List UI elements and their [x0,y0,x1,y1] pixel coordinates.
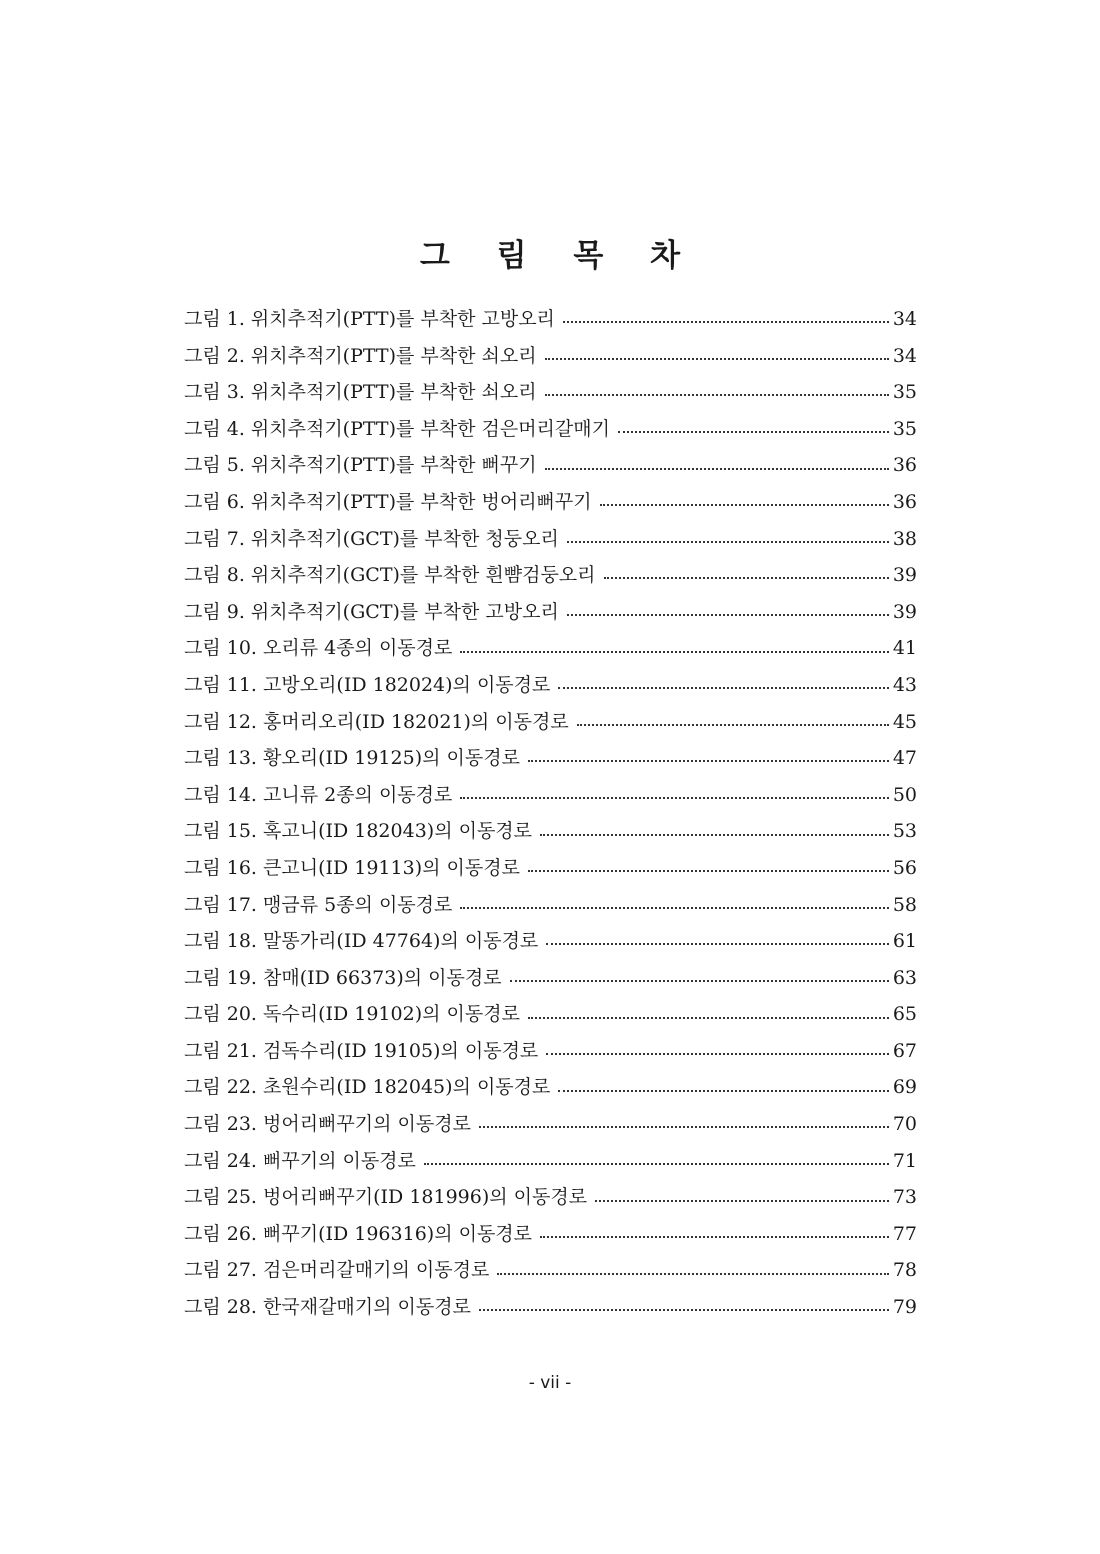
toc-entry[interactable] [184,521,917,558]
toc-entry[interactable] [184,411,917,448]
toc-entry-page: 47 [892,747,917,770]
toc-entry[interactable] [184,960,917,997]
toc-entry-label: 그림 22. 초원수리(ID 182045)의 이동경로 [184,1076,551,1099]
toc-entry[interactable] [184,1252,917,1289]
dot-leader [595,1200,889,1202]
toc-entry-page: 73 [892,1186,917,1209]
toc-entry-page: 36 [892,490,917,513]
dot-leader [558,1090,888,1092]
dot-leader [558,687,888,689]
dot-leader [510,980,889,982]
dot-leader [528,760,889,762]
toc-entry-label: 그림 25. 벙어리뻐꾸기(ID 181996)의 이동경로 [184,1186,588,1209]
dot-leader [600,504,889,506]
toc-entry-label: 그림 20. 독수리(ID 19102)의 이동경로 [184,1003,520,1026]
toc-entry-page: 41 [892,637,917,660]
dot-leader [563,321,889,323]
dot-leader [567,614,889,616]
dot-leader [528,870,889,872]
toc-entry-label: 그림 27. 검은머리갈매기의 이동경로 [184,1259,490,1282]
toc-entry-label: 그림 5. 위치추적기(PTT)를 부착한 뻐꾸기 [184,454,537,477]
toc-entry-label: 그림 9. 위치추적기(GCT)를 부착한 고방오리 [184,600,559,623]
toc-entry-label: 그림 7. 위치추적기(GCT)를 부착한 청둥오리 [184,527,559,550]
toc-entry[interactable] [184,887,917,924]
dot-leader [424,1163,889,1165]
toc-entry[interactable] [184,557,917,594]
toc-entry-page: 58 [892,893,917,916]
toc-entry[interactable] [184,374,917,411]
toc-entry[interactable] [184,301,917,338]
toc-entry[interactable] [184,1216,917,1253]
toc-entry-page: 34 [892,308,917,330]
dot-leader [577,724,889,726]
toc-entry-label: 그림 21. 검독수리(ID 19105)의 이동경로 [184,1039,539,1062]
toc-entry[interactable] [184,338,917,375]
toc-entry[interactable] [184,813,917,850]
page-number: - vii - [528,1373,572,1393]
toc-entry[interactable] [184,996,917,1033]
toc-entry-page: 53 [892,820,917,843]
dot-leader [528,1017,889,1019]
toc-entry[interactable] [184,1069,917,1106]
toc-entry-page: 39 [892,564,917,587]
dot-leader [545,468,889,470]
toc-entry-label: 그림 12. 홍머리오리(ID 182021)의 이동경로 [184,710,569,733]
dot-leader [497,1273,889,1275]
toc-entry[interactable] [184,704,917,741]
toc-entry-page: 45 [892,710,917,733]
toc-entry-label: 그림 13. 황오리(ID 19125)의 이동경로 [184,747,520,770]
toc-entry-page: 78 [892,1259,917,1282]
toc-entry[interactable] [184,1143,917,1180]
toc-entry-label: 그림 1. 위치추적기(PTT)를 부착한 고방오리 [184,308,555,330]
dot-leader [540,1236,889,1238]
toc-entry-label: 그림 3. 위치추적기(PTT)를 부착한 쇠오리 [184,381,537,404]
dot-leader [604,577,889,579]
toc-entry-label: 그림 4. 위치추적기(PTT)를 부착한 검은머리갈매기 [184,417,610,440]
toc-entry-page: 35 [892,417,917,440]
toc-entry-page: 77 [892,1222,917,1245]
toc-entry-label: 그림 23. 벙어리뻐꾸기의 이동경로 [184,1113,471,1136]
dot-leader [479,1126,889,1128]
toc-entry-label: 그림 17. 맹금류 5종의 이동경로 [184,893,453,916]
toc-entry-page: 38 [892,527,917,550]
toc-entry-label: 그림 24. 뻐꾸기의 이동경로 [184,1149,416,1172]
toc-entry-page: 70 [892,1113,917,1136]
toc-entry-label: 그림 28. 한국재갈매기의 이동경로 [184,1296,471,1319]
toc-entry-label: 그림 14. 고니류 2종의 이동경로 [184,783,453,806]
toc-entry-label: 그림 2. 위치추적기(PTT)를 부착한 쇠오리 [184,344,537,367]
toc-entry-page: 36 [892,454,917,477]
toc-entry-label: 그림 26. 뻐꾸기(ID 196316)의 이동경로 [184,1222,533,1245]
toc-entry-page: 61 [892,930,917,953]
toc-entry-label: 그림 6. 위치추적기(PTT)를 부착한 벙어리뻐꾸기 [184,490,592,513]
dot-leader [567,541,889,543]
dot-leader [618,431,889,433]
toc-entry[interactable] [184,630,917,667]
toc-entry[interactable] [184,740,917,777]
toc-entry[interactable] [184,594,917,631]
toc-entry[interactable] [184,850,917,887]
toc-entry[interactable] [184,1179,917,1216]
toc-entry-page: 50 [892,783,917,806]
dot-leader [545,358,889,360]
toc-entry-label: 그림 11. 고방오리(ID 182024)의 이동경로 [184,673,551,696]
toc-entry-page: 56 [892,856,917,879]
toc-entry[interactable] [184,447,917,484]
toc-entry[interactable] [184,1106,917,1143]
toc-entry[interactable] [184,923,917,960]
toc-entry[interactable] [184,667,917,704]
toc-entry[interactable] [184,484,917,521]
toc-entry-page: 65 [892,1003,917,1026]
toc-entry-label: 그림 8. 위치추적기(GCT)를 부착한 흰뺨검둥오리 [184,564,596,587]
toc-entry-label: 그림 16. 큰고니(ID 19113)의 이동경로 [184,856,520,879]
toc-entry-page: 34 [892,344,917,367]
toc-entry[interactable] [184,1289,917,1326]
dot-leader [546,1053,889,1055]
toc-entry-label: 그림 10. 오리류 4종의 이동경로 [184,637,453,660]
dot-leader [460,907,888,909]
dot-leader [546,943,889,945]
toc-entry-page: 63 [892,966,917,989]
toc-entry-label: 그림 18. 말똥가리(ID 47764)의 이동경로 [184,930,539,953]
page-title: 그 림 목 차 [419,237,699,274]
dot-leader [545,394,889,396]
toc-entry[interactable] [184,1033,917,1070]
toc-entry-page: 67 [892,1039,917,1062]
dot-leader [540,834,889,836]
toc-entry[interactable] [184,777,917,814]
toc-entry-page: 69 [892,1076,917,1099]
toc-entry-page: 43 [892,673,917,696]
toc-entry-page: 71 [892,1149,917,1172]
figure-list [184,301,917,1326]
dot-leader [479,1309,889,1311]
dot-leader [460,797,888,799]
toc-entry-page: 35 [892,381,917,404]
toc-entry-page: 79 [892,1296,917,1319]
toc-entry-page: 39 [892,600,917,623]
dot-leader [460,651,888,653]
toc-entry-label: 그림 15. 혹고니(ID 182043)의 이동경로 [184,820,533,843]
toc-entry-label: 그림 19. 참매(ID 66373)의 이동경로 [184,966,502,989]
